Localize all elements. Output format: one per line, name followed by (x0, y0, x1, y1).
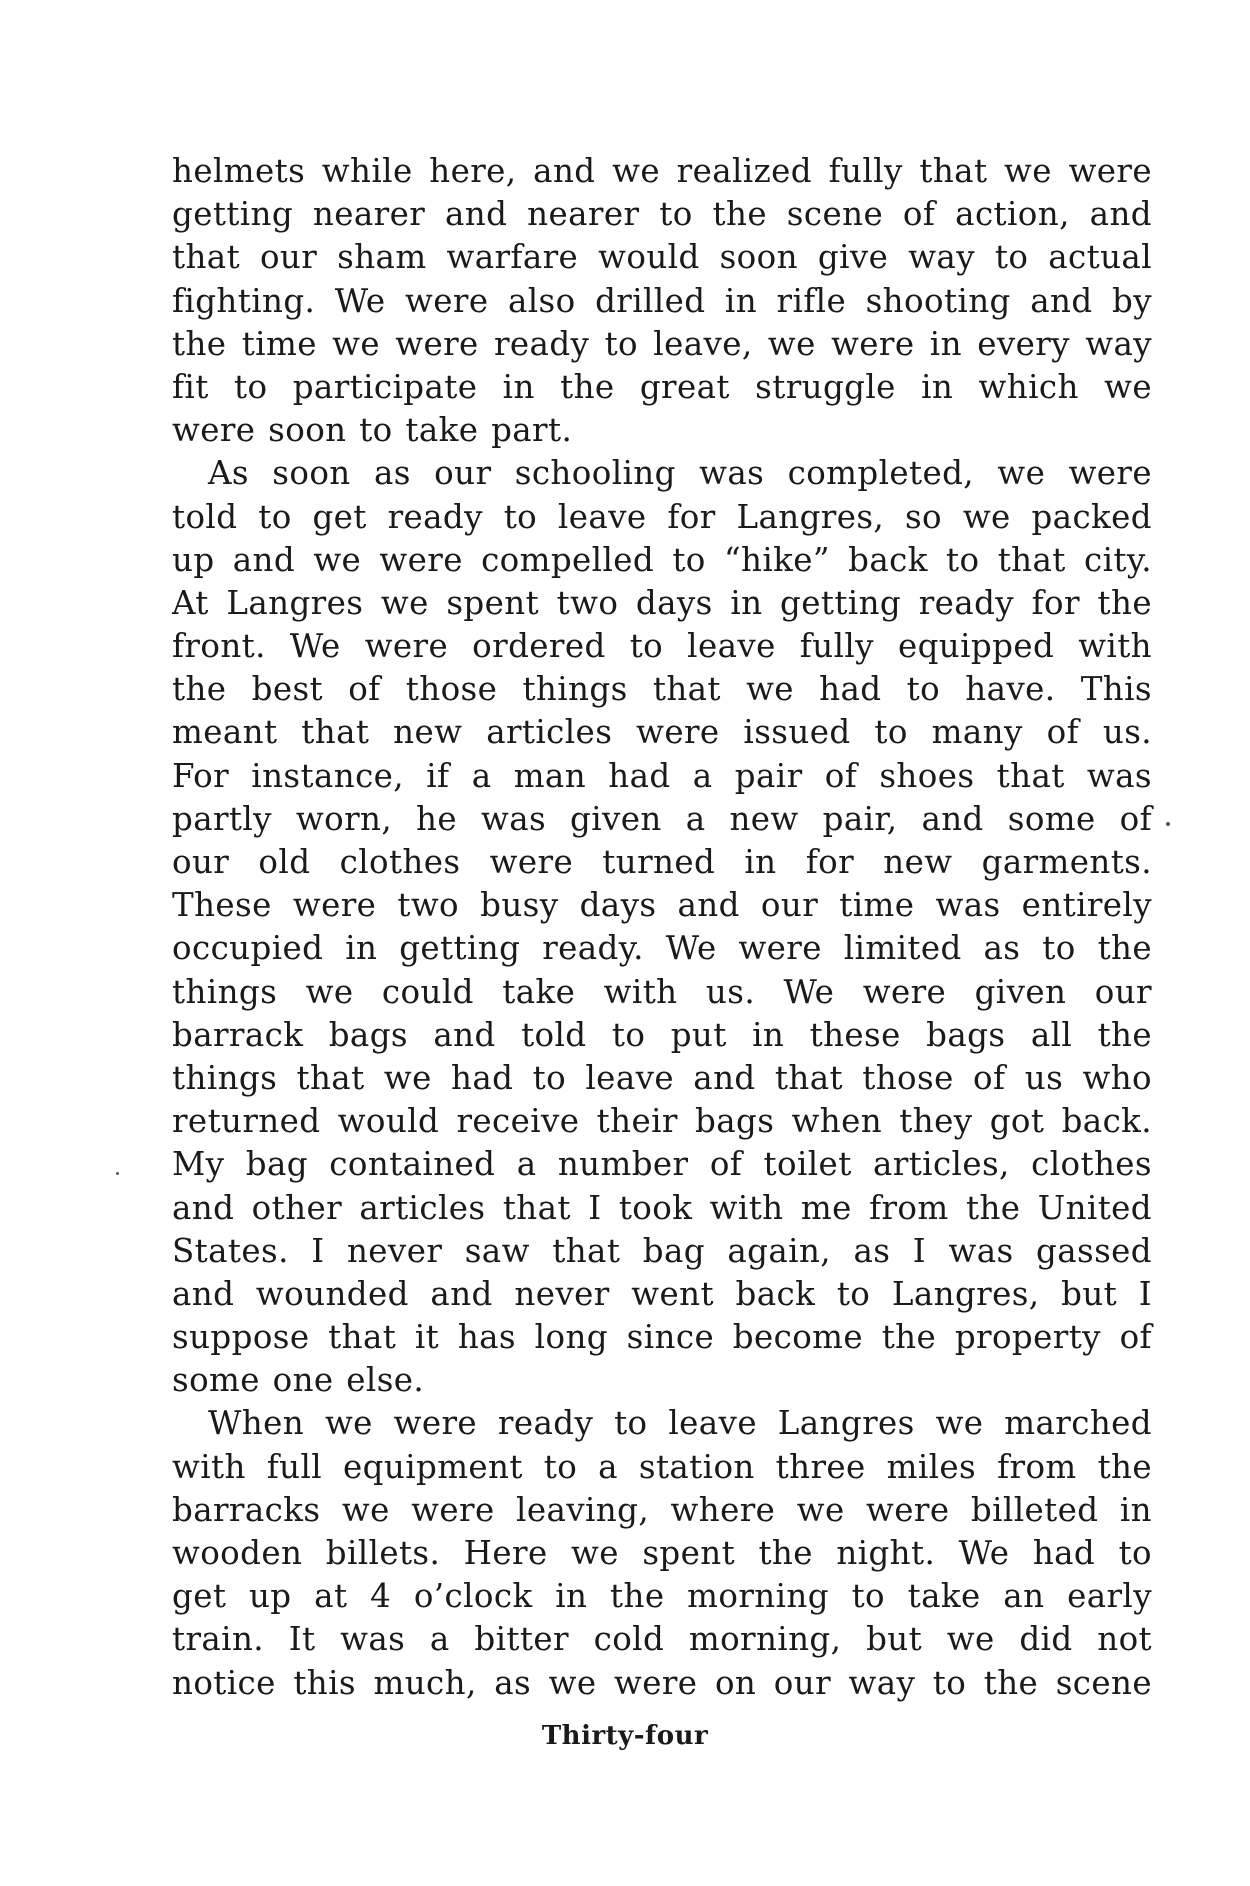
text-line: wooden billets. Here we spent the night. We had to (172, 1534, 1152, 1572)
text-line: fit to participate in the great struggle in which we (172, 367, 1152, 406)
text-line: helmets while here, and we realized fully that we were (172, 152, 1152, 190)
text-line: things we could take with us. We were given our (172, 972, 1152, 1011)
text-line: returned would receive their bags when they got back. (172, 1102, 1152, 1141)
text-line: were soon to take part. (172, 411, 573, 450)
text-line: notice this much, as we were on our way to the scene (172, 1663, 1152, 1702)
text-line: barracks we were leaving, where we were billeted in (172, 1490, 1152, 1529)
text-line: and other articles that I took with me from the United (172, 1188, 1152, 1227)
text-line: with full equipment to a station three miles from the (172, 1447, 1152, 1486)
text-line: As soon as our schooling was completed, we were (208, 454, 1152, 493)
text-line: our old clothes were turned in for new garments. (172, 843, 1152, 881)
text-line: occupied in getting ready. We were limited as to the (172, 929, 1152, 968)
text-line: up and we were compelled to “hike” back to that city. (172, 540, 1152, 579)
print-speck (1166, 822, 1170, 826)
text-line: the time we were ready to leave, we were in every way (172, 324, 1152, 363)
text-line: For instance, if a man had a pair of shoes that was (172, 756, 1152, 795)
text-line: that our sham warfare would soon give way to actual (172, 238, 1152, 277)
text-line: suppose that it has long since become the property of (172, 1318, 1152, 1357)
text-line: and wounded and never went back to Langres, but I (172, 1274, 1152, 1313)
text-line: meant that new articles were issued to many of us. (172, 713, 1152, 752)
body-text (172, 150, 1152, 1705)
text-line: partly worn, he was given a new pair, and some of (172, 799, 1152, 838)
text-line: front. We were ordered to leave fully equipped with (172, 627, 1152, 666)
text-line: barrack bags and told to put in these bags all the (172, 1015, 1152, 1054)
text-line: At Langres we spent two days in getting ready for the (172, 583, 1152, 622)
text-line: the best of those things that we had to have. This (172, 670, 1152, 709)
text-line: getting nearer and nearer to the scene of action, and (172, 195, 1152, 234)
text-line: fighting. We were also drilled in rifle shooting and by (172, 281, 1152, 320)
page-number: Thirty-four (541, 1721, 709, 1751)
text-line: train. It was a bitter cold morning, but we did not (172, 1620, 1152, 1659)
text-line: These were two busy days and our time was entirely (172, 886, 1152, 925)
text-line: things that we had to leave and that those of us who (172, 1058, 1152, 1097)
text-line: get up at 4 o’clock in the morning to take an early (172, 1577, 1152, 1616)
print-speck (116, 1172, 119, 1175)
text-line: When we were ready to leave Langres we marched (208, 1404, 1152, 1443)
text-line: My bag contained a number of toilet articles, clothes (172, 1145, 1152, 1184)
text-line: told to get ready to leave for Langres, so we packed (172, 497, 1152, 536)
text-line: some one else. (172, 1361, 425, 1400)
text-line: States. I never saw that bag again, as I was gassed (172, 1231, 1152, 1270)
